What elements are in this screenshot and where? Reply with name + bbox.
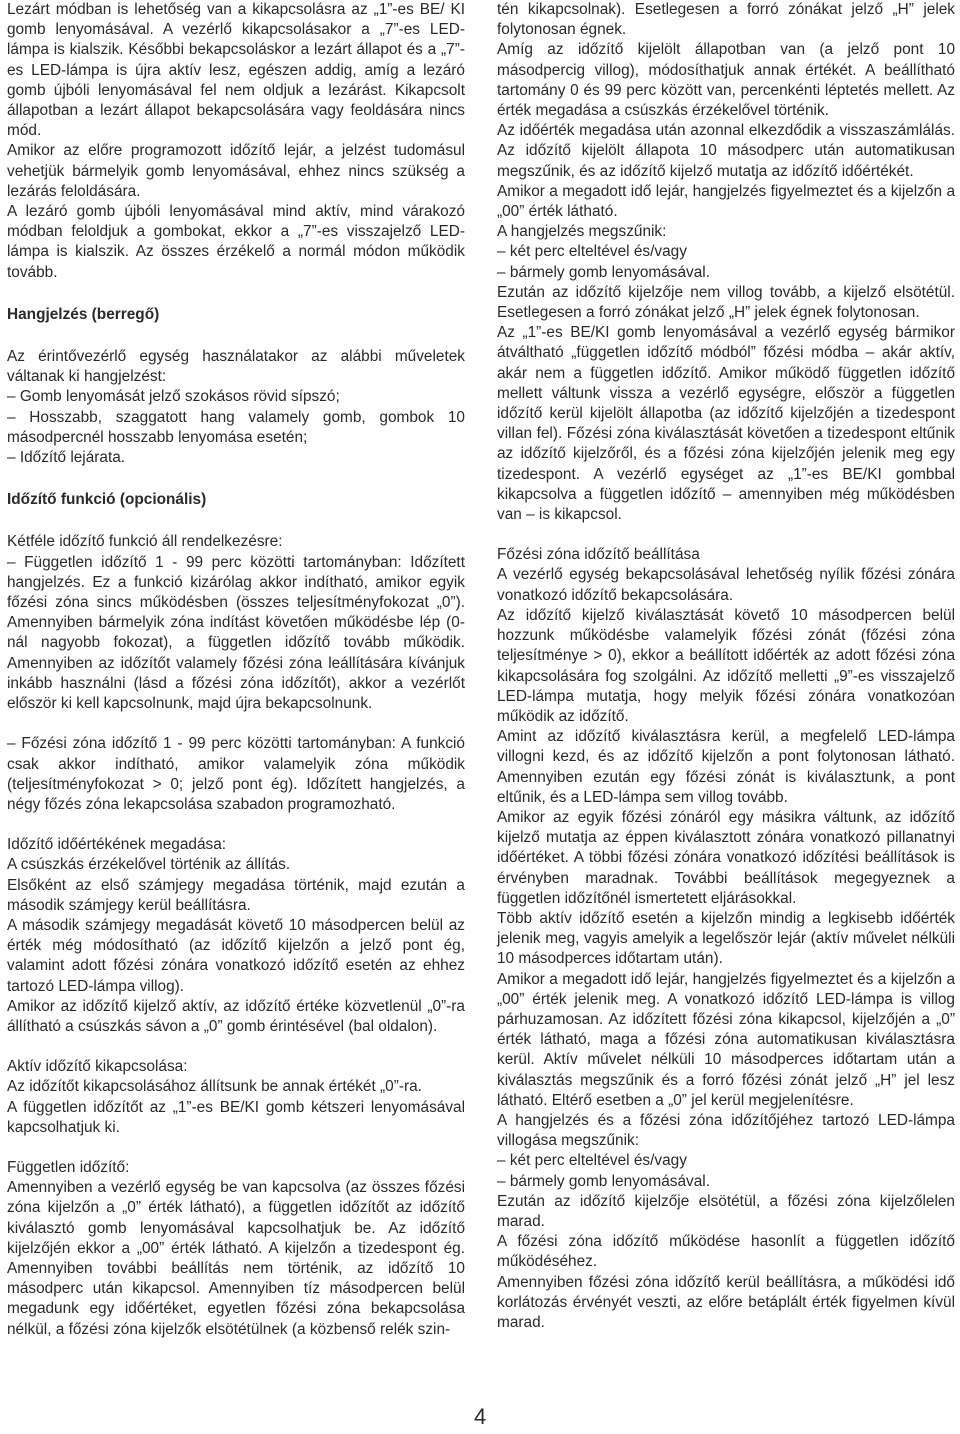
paragraph: Amikor az időzítő kijelző aktív, az időzítő értéke közvetlenül „0”-ra állítható a csúszkás sávon a „0” gomb érintésével (bal oldalon).: [7, 997, 465, 1035]
paragraph: Több aktív időzítő esetén a kijelzőn mindig a legkisebb időérték jelenik meg, vagyis amelyik a legelőször lejár (aktív művelet nélküli 10 másodperces időtartam után).: [497, 909, 955, 968]
subheading: Főzési zóna időzítő beállítása: [497, 546, 700, 564]
paragraph: Amikor a megadott idő lejár, hangjelzés figyelmeztet és a kijelzőn a „00” érték látható.: [497, 182, 955, 221]
paragraph: A lezáró gomb újbóli lenyomásával mind aktív, mind várakozó módban feloldjuk a gombokat, ekkor a „7”-es visszajelző LED-lámpa is kialszik. Az összes érzékelő a normál módon működik tovább.: [7, 203, 465, 281]
list-item: – Főzési zóna időzítő 1 - 99 perc közötti tartományban: A funkció csak akkor indítható, amikor valamelyik zóna működik (teljesítményfokozat > 0; jelző pont ég). Időzített hangjelzés, a négy főzés zóna lekapcsolása szabadon programozható.: [7, 735, 465, 813]
paragraph: Az időzítőt kikapcsolásához állítsunk be annak értékét „0”-ra.: [7, 1078, 422, 1096]
paragraph: A csúszkás érzékelővel történik az állítás.: [7, 856, 291, 874]
paragraph: A második számjegy megadását követő 10 másodpercen belül az érték még módosítható (az időzítő kijelzőn a jelző pont ég, valamint adott főzési zónára vonatkozó időzítő esetén az ehhez tartozó LED-lámpa villog).: [7, 916, 465, 995]
list-item: – Hosszabb, szaggatott hang valamely gomb, gombok 10 másodpercnél hosszabb lenyomása esetén;: [7, 408, 465, 446]
paragraph: Amikor az előre programozott időzítő lejár, a jelzést tudomásul vehetjük bármelyik gomb lenyomásával, ehhez nincs szükség a lezárás feloldására.: [7, 142, 465, 200]
spacer: [7, 510, 465, 532]
spacer: [497, 525, 955, 545]
list-item: – bármely gomb lenyomásával.: [497, 263, 711, 281]
paragraph: A vezérlő egység bekapcsolásával lehetőség nyílik főzési zónára vonatkozó időzítő bekapcsolására.: [497, 566, 955, 604]
paragraph: Az érintővezérlő egység használatakor az alábbi műveletek váltanak ki hangjelzést:: [7, 348, 465, 386]
subheading: Aktív időzítő kikapcsolása:: [7, 1058, 188, 1076]
spacer: [7, 468, 465, 490]
paragraph: Ezután az időzítő kijelzője elsötétül, a főzési zóna kijelzőlelen marad.: [497, 1192, 955, 1230]
paragraph: Elsőként az első számjegy megadása történik, majd ezután a második számjegy kerül beállításra.: [7, 876, 465, 914]
right-column: [497, 0, 955, 1333]
list-item: – két perc elteltével és/vagy: [497, 1152, 687, 1170]
paragraph: Az időérték megadása után azonnal elkezdődik a visszaszámlálás. Az időzítő kijelölt állapota 10 másodperc után automatikusan megszűnik, és az időzítő kijelző mutatja az időzítő időértékét.: [497, 122, 955, 180]
paragraph: A hangjelzés és a főzési zóna időzítőjéhez tartozó LED-lámpa villogása megszűnik:: [497, 1111, 955, 1150]
spacer: [7, 325, 465, 347]
paragraph: Az időzítő kijelző kiválasztását követő 10 másodpercen belül hozzunk működésbe valamelyik főzési zónát (főzési zóna teljesítménye > 0), ekkor a beállított időérték az adott főzési zóna kikapcsolására fog szolgálni. Az időzítő melletti „9”-es visszajelző LED-lámpa mutatja, hogy melyik főzési zónára vonatkozóan működik az időzítő.: [497, 606, 955, 725]
paragraph: Amennyiben főzési zóna időzítő kerül beállításra, a működési idő korlátozás érvényét veszti, az előre betáplált érték figyelmen kívül marad.: [497, 1273, 955, 1331]
spacer: [7, 1037, 465, 1057]
paragraph: tén kikapcsolnak). Esetlegesen a forró zónákat jelző „H” jelek folytonosan égnek.: [497, 1, 955, 39]
paragraph: Lezárt módban is lehetőség van a kikapcsolásra az „1”-es BE/ KI gomb lenyomásával. A vezérlő kikapcsolásakor a „7”-es LED-lámpa is kialszik. Későbbi bekapcsoláskor a lezárt állapot és a „7”-es LED-lámpa is újra aktív lesz, egészen addig, amíg a lezáró gomb újbóli lenyomásával fel nem oldjuk a lezárást. Kikapcsolt állapotban a lezárt állapot bekapcsolására vagy feoldására nincs mód.: [7, 1, 465, 140]
subheading: Időzítő időértékének megadása:: [7, 836, 227, 854]
list-item: – két perc elteltével és/vagy: [497, 243, 687, 261]
page-number: 4: [474, 1404, 487, 1429]
paragraph: Az „1”-es BE/KI gomb lenyomásával a vezérlő egység bármikor átváltható „független időzítő módból” főzési módba – akár aktív, akár nem a független időzítő. Amikor működő független időzítő mellett váltunk vissza a vezérlő egységre, először a független időzítő kerül kijelölt állapotba (az időzítő kijelzőjén a tizedespont villan fel). Főzési zóna kiválasztását követően a tizedespont eltűnik az időzítő kijelzőről, és a főzési zóna kijelzőjén jelenik meg egy tizedespont. A vezérlő egységet az „1”-es BE/KI gombbal kikapcsolva a független időzítő – amennyiben még működésben van – is kikapcsol.: [497, 324, 955, 524]
paragraph: Kétféle időzítő funkció áll rendelkezésre:: [7, 533, 283, 551]
paragraph: Ezután az időzítő kijelzője nem villog tovább, a kijelző elsötétül. Esetlegesen a forró zónákat jelző „H” jelek égnek folytonosan.: [497, 283, 955, 322]
list-item: – Gomb lenyomását jelző szokásos rövid sípszó;: [7, 388, 340, 406]
left-column: [7, 0, 465, 1340]
paragraph: A független időzítőt az „1”-es BE/KI gomb kétszeri lenyomásával kapcsolhatjuk ki.: [7, 1098, 465, 1136]
spacer: [7, 815, 465, 835]
section-heading-buzzer: Hangjelzés (berregő): [7, 305, 160, 323]
section-heading-timer: Időzítő funkció (opcionális): [7, 491, 207, 509]
paragraph: Amíg az időzítő kijelölt állapotban van (a jelző pont 10 másodpercig villog), módosíthatjuk annak értékét. A beállítható tartomány 0 és 99 perc között van, percenkénti léptetés mellett. Az érték megadása a csúszkás érzékelővel történik.: [497, 41, 955, 120]
paragraph: Amikor az egyik főzési zónáról egy másikra váltunk, az időzítő kijelző mutatja az éppen kiválasztott zónára vonatkozó pillanatnyi időértéket. A többi főzési zónára vonatkozó időzítési beállítások is érvényben maradnak. További beállítások megegyeznek a független időzítőnél ismertetett eljárásokkal.: [497, 808, 955, 907]
paragraph: A főzési zóna időzítő működése hasonlít a független időzítő működéséhez.: [497, 1233, 955, 1271]
list-item: – bármely gomb lenyomásával.: [497, 1172, 711, 1190]
spacer: [7, 283, 465, 305]
paragraph: A hangjelzés megszűnik:: [497, 223, 667, 241]
spacer: [7, 714, 465, 734]
paragraph: Amennyiben a vezérlő egység be van kapcsolva (az összes főzési zóna kijelzőn a „0” érték látható), a független időzítőt az időzítő kiválasztó gomb lenyomásával kapcsolhatjuk be. Az időzítő kijelzőjén ekkor a „00” érték látható. A kijelzőn a tizedespont ég. Amennyiben további beállítás nem történik, az időzítő 10 másodperc után kikapcsol. Amennyiben tíz másodpercen belül megadunk egy időértéket, egyetlen főzési zóna bekapcsolása nélkül, a főzési zóna kijelzők elsötétülnek (a közbenső relék szin-: [7, 1179, 465, 1338]
paragraph: Amikor a megadott idő lejár, hangjelzés figyelmeztet és a kijelzőn a „00” érték jelenik meg. A vonatkozó időzítő LED-lámpa is villog párhuzamosan. Az időzített főzési zóna kikapcsol, kijelzőjén a „0” érték látható, maga a főzési zóna automatikusan kiválasztásra kerül. Aktív művelet nélküli 10 másodperces időtartam után a kiválasztás megszűnik és a forró főzési zónát jelző „H” jel lesz látható. Eltérő esetben a „0” jel kerül megjelenítésre.: [497, 970, 955, 1109]
paragraph: Amint az időzítő kiválasztásra kerül, a megfelelő LED-lámpa villogni kezd, és az időzítő kijelzőn a pont folytonosan látható. Amennyiben ezután egy főzési zónát is kiválasztunk, a pont eltűnik, és a LED-lámpa sem villog tovább.: [497, 728, 955, 806]
list-item: – Időzítő lejárata.: [7, 449, 126, 467]
list-item: – Független időzítő 1 - 99 perc közötti tartományban: Időzített hangjelzés. Ez a funkció kizárólag akkor indítható, amikor egyik főzési zóna sincs működésben (összes teljesítményfokozat „0”). Amennyiben bármelyik zóna indítást követően működésbe lép (0-nál nagyobb fokozat), a független időzítő tovább működik. Amennyiben az időzítőt valamely főzési zóna leállítására kívánjuk inkább használni (lásd a főzési zóna időzítőt), akkor a vezérlőt először ki kell kapcsolnunk, majd újra bekapcsolnunk.: [7, 553, 465, 713]
subheading: Független időzítő:: [7, 1158, 130, 1176]
spacer: [7, 1138, 465, 1158]
